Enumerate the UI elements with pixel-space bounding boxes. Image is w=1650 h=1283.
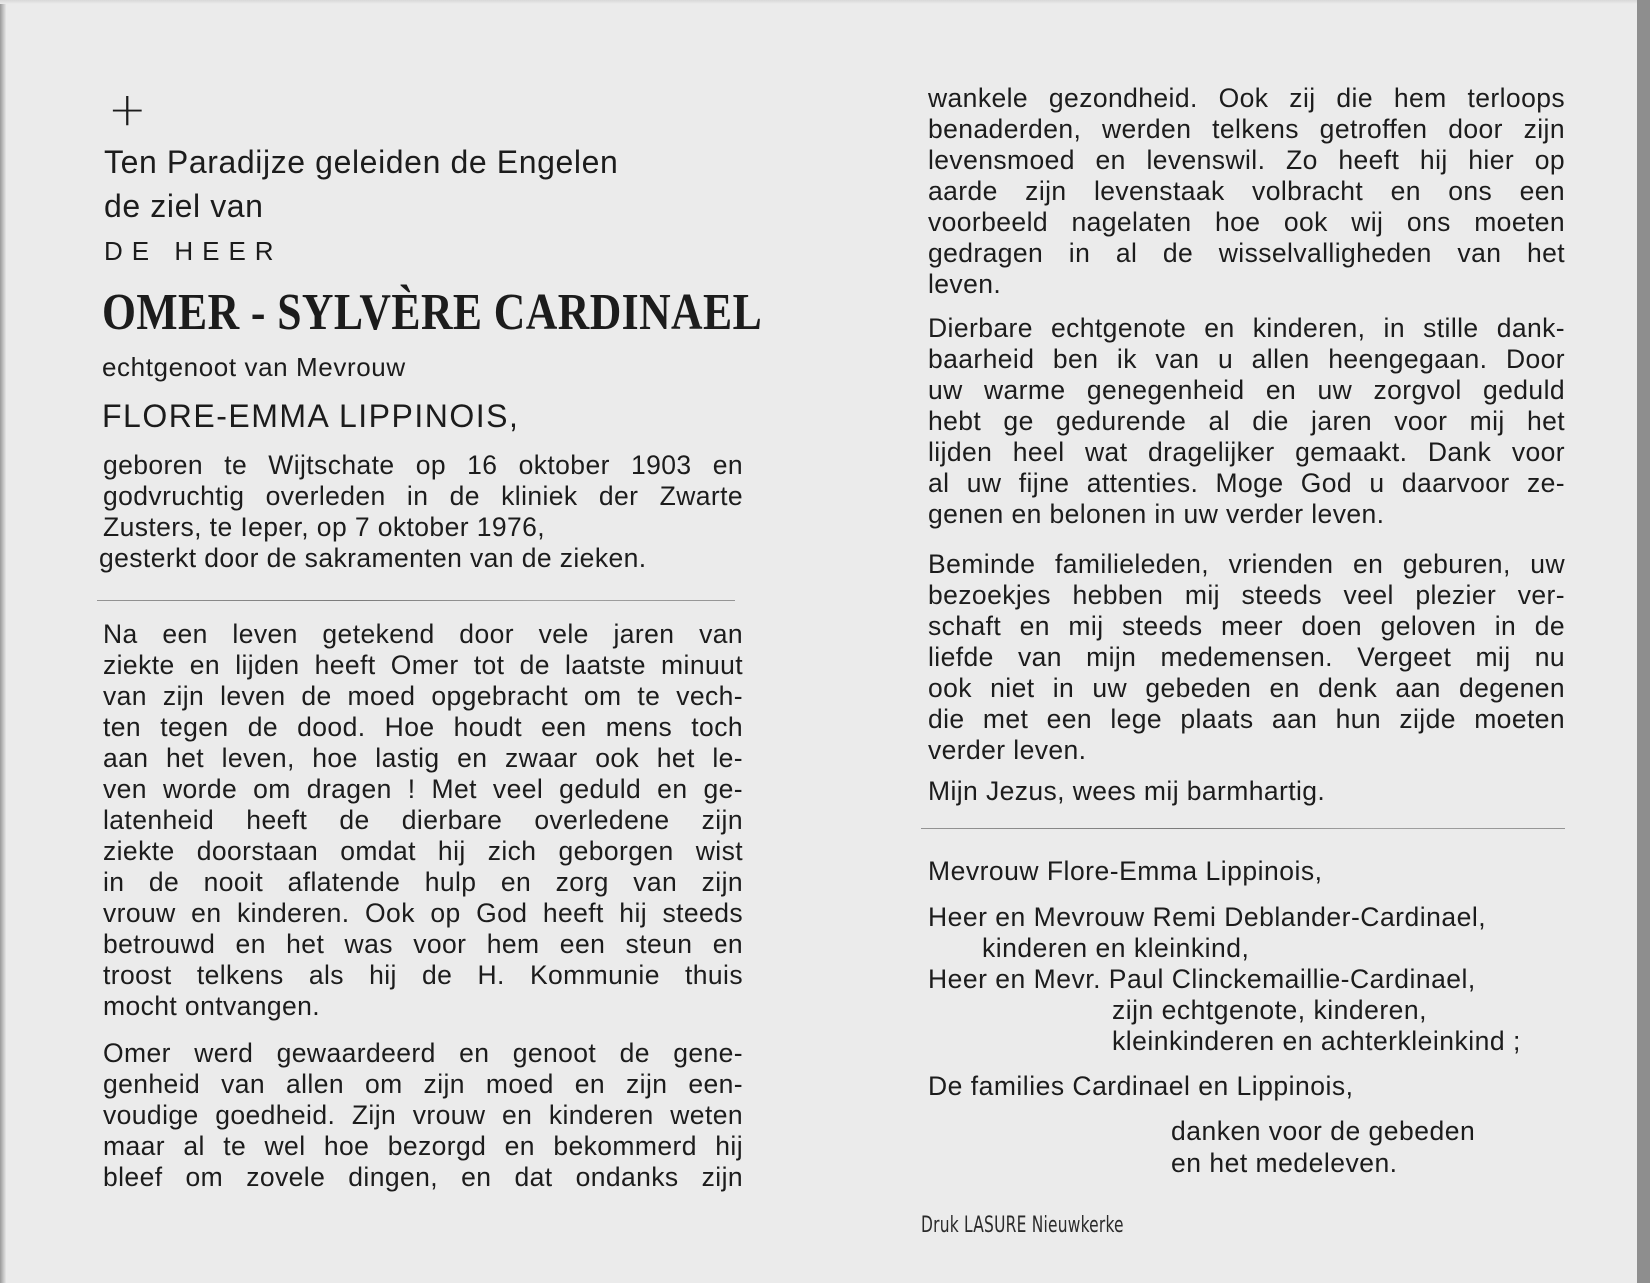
family-line: zijn echtgenote, kinderen, <box>1112 995 1428 1025</box>
text-line: ook niet in uw gebeden en denk aan degenen <box>928 673 1565 703</box>
scan-edge-left <box>0 0 6 1283</box>
text-line: liefde van mijn medemensen. Vergeet mij nu <box>928 642 1565 672</box>
paragraph-appreciation <box>103 1038 743 1193</box>
text-line: Beminde familieleden, vrienden en geburen, uw <box>928 549 1565 579</box>
text-line: Dierbare echtgenote en kinderen, in stille dank- <box>928 313 1565 343</box>
text-line: Omer werd gewaardeerd en genoot de gene- <box>103 1038 743 1068</box>
text-line: leven. <box>928 269 1002 299</box>
text-line: die met een lege plaats aan hun zijde moeten <box>928 704 1565 734</box>
text-line: voudige goedheid. Zijn vrouw en kinderen weten <box>103 1100 743 1130</box>
text-line: hebt ge gedurende al die jaren voor mij het <box>928 406 1565 436</box>
text-line: verder leven. <box>928 735 1087 765</box>
text-line: in de nooit aflatende hulp en zorg van zijn <box>103 867 743 897</box>
text-line: genen en belonen in uw verder leven. <box>928 499 1385 529</box>
text-line: benaderden, werden telkens getroffen door zijn <box>928 114 1565 144</box>
text-line: geboren te Wijtschate op 16 oktober 1903 en <box>103 450 743 480</box>
paragraph-relatives-friends <box>928 549 1565 766</box>
divider-line <box>921 828 1565 829</box>
divider-line <box>97 600 735 601</box>
spouse-name: FLORE-EMMA LIPPINOIS, <box>102 398 520 434</box>
text-line: ten tegen de dood. Hoe houdt een mens toch <box>103 712 743 742</box>
printer-credit: Druk LASURE Nieuwkerke <box>921 1213 1124 1238</box>
text-line: bezoekjes hebben mij steeds veel plezier ver- <box>928 580 1565 610</box>
paragraph-health <box>928 83 1565 300</box>
text-line: ven worde om dragen ! Met veel geduld en ge- <box>103 774 743 804</box>
paragraph-life <box>103 619 743 1022</box>
text-line: gesterkt door de sakramenten van de zieken. <box>99 543 647 573</box>
text-line: wankele gezondheid. Ook zij die hem terloops <box>928 83 1565 113</box>
text-line: bleef om zovele dingen, en dat ondanks zijn <box>103 1162 743 1192</box>
text-line: Mijn Jezus, wees mij barmhartig. <box>928 776 1326 806</box>
text-line: voorbeeld nagelaten hoe ook wij ons moeten <box>928 207 1565 237</box>
text-line: Na een leven getekend door vele jaren van <box>103 619 743 649</box>
family-line: Heer en Mevr. Paul Clinckemaillie-Cardinael, <box>928 964 1476 994</box>
prayer <box>928 776 1325 807</box>
text-line: baarheid ben ik van u allen heengegaan. Door <box>928 344 1565 374</box>
text-line: vrouw en kinderen. Ook op God heeft hij steeds <box>103 898 743 928</box>
thanks-line: danken voor de gebeden <box>1171 1116 1476 1146</box>
family-line: kleinkinderen en achterkleinkind ; <box>1112 1026 1521 1056</box>
deceased-name: OMER - SYLVÈRE CARDINAEL <box>102 284 763 341</box>
text-line: aarde zijn levenstaak volbracht en ons een <box>928 176 1565 206</box>
intro-line: de ziel van <box>104 188 264 224</box>
family-line: Mevrouw Flore-Emma Lippinois, <box>928 856 1323 886</box>
text-line: Zusters, te Ieper, op 7 oktober 1976, <box>103 512 546 542</box>
text-line: mocht ontvangen. <box>103 991 321 1021</box>
text-line: genheid van allen om zijn moed en zijn een- <box>103 1069 743 1099</box>
text-line: al uw fijne attenties. Moge God u daarvoor ze- <box>928 468 1565 498</box>
text-line: gedragen in al de wisselvalligheden van het <box>928 238 1565 268</box>
text-line: van zijn leven de moed opgebracht om te vech- <box>103 681 743 711</box>
text-line: maar al te wel hoe bezorgd en bekommerd hij <box>103 1131 743 1161</box>
text-line: latenheid heeft de dierbare overledene zijn <box>103 805 743 835</box>
text-line: betrouwd en het was voor hem een steun en <box>103 929 743 959</box>
intro-line: Ten Paradijze geleiden de Engelen <box>104 144 619 180</box>
scan-edge-top <box>0 0 1637 4</box>
text-line: schaft en mij steeds meer doen geloven in de <box>928 611 1565 641</box>
text-line: ziekte doorstaan omdat hij zich geborgen wist <box>103 836 743 866</box>
cross-icon: + <box>108 82 147 136</box>
text-line: lijden heel wat dragelijker gemaakt. Dank voor <box>928 437 1565 467</box>
intro-text <box>104 140 618 228</box>
text-line: godvruchtig overleden in de kliniek der Zwarte <box>103 481 743 511</box>
spouse-intro: echtgenoot van Mevrouw <box>102 352 406 382</box>
family-line: Heer en Mevrouw Remi Deblander-Cardinael, <box>928 902 1487 932</box>
family-line: kinderen en kleinkind, <box>982 933 1250 963</box>
text-line: ziekte en lijden heeft Omer tot de laatste minuut <box>103 650 743 680</box>
text-line: aan het leven, hoe lastig en zwaar ook het le- <box>103 743 743 773</box>
birth-death-details <box>99 450 743 574</box>
text-line: troost telkens als hij de H. Kommunie thuis <box>103 960 743 990</box>
family-line: De families Cardinael en Lippinois, <box>928 1071 1354 1101</box>
scan-edge-right <box>1637 0 1650 1283</box>
title-de-heer: DE HEER <box>104 236 283 266</box>
paragraph-spouse-children <box>928 313 1565 530</box>
thanks-line: en het medeleven. <box>1171 1148 1398 1178</box>
text-line: uw warme genegenheid en uw zorgvol geduld <box>928 375 1565 405</box>
text-line: levensmoed en levenswil. Zo heeft hij hier op <box>928 145 1565 175</box>
